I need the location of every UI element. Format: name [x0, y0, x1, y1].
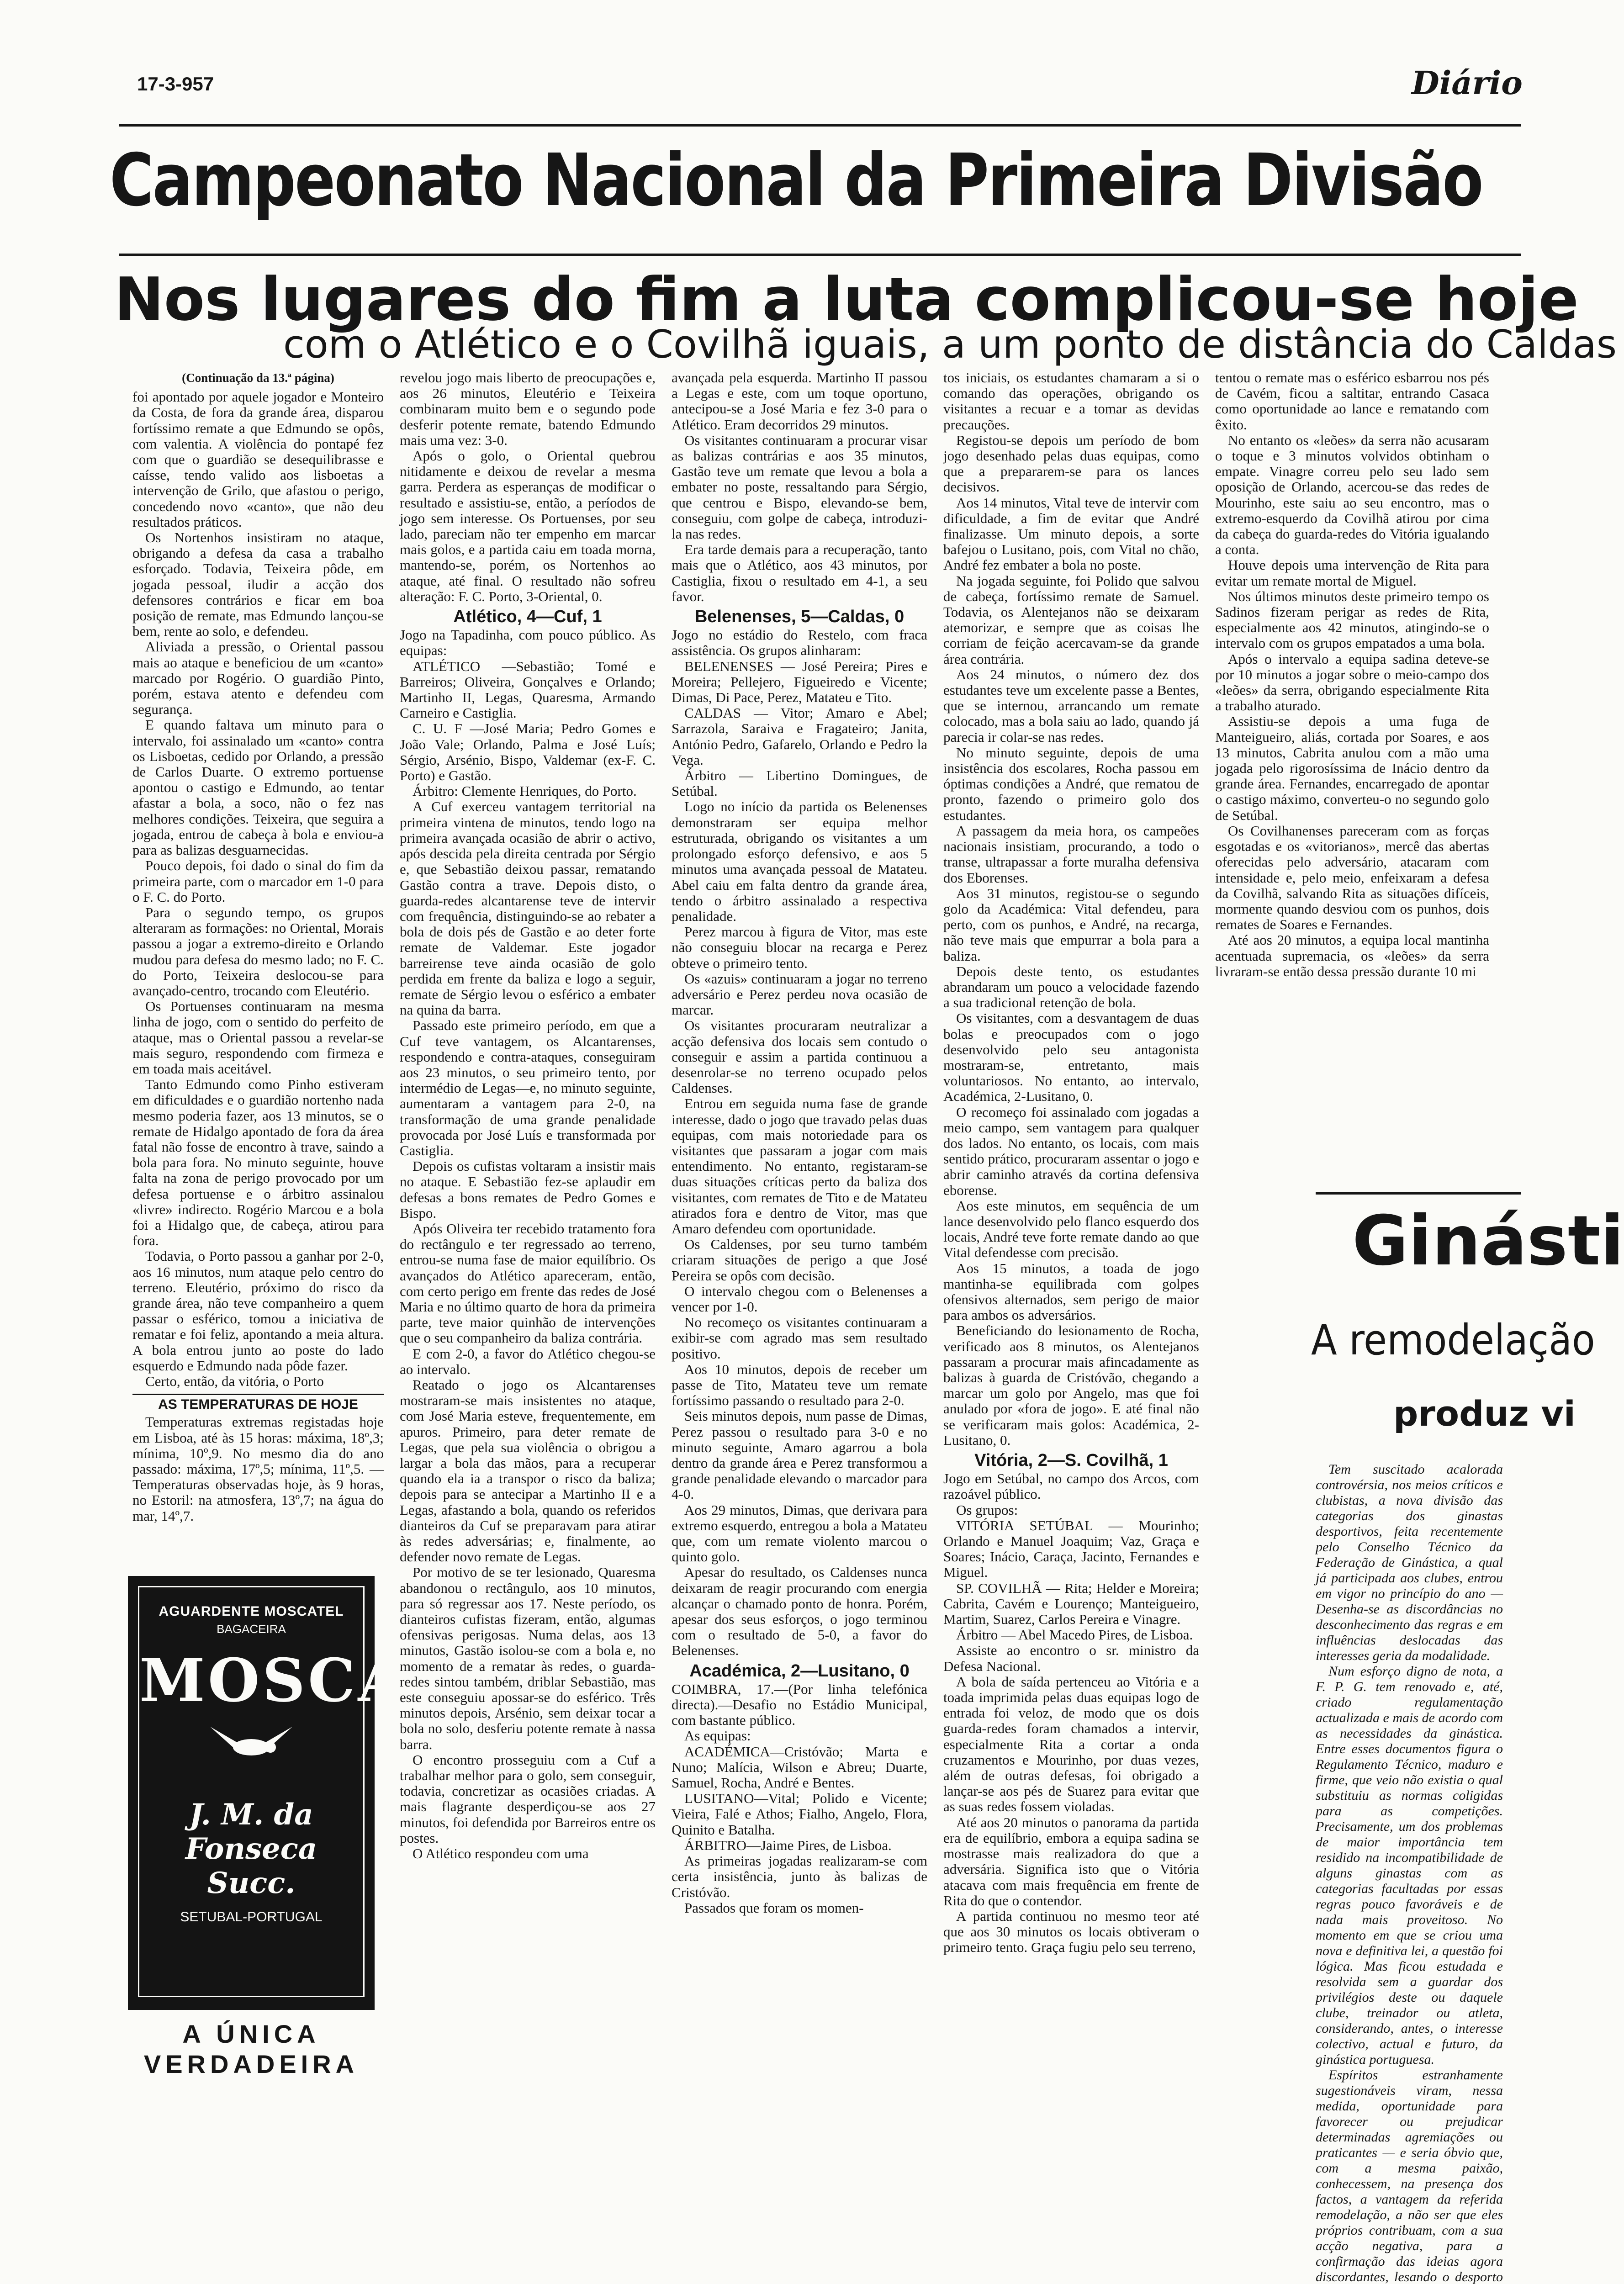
advert-tagline-1: A ÚNICA	[182, 2020, 320, 2048]
article-column-5	[1215, 370, 1489, 1188]
article-paragraph: Perez marcou à figura de Vitor, mas este não conseguiu blocar na recarga e Perez obteve o primeiro tento.	[672, 924, 927, 971]
article-paragraph: A partida continuou no mesmo teor até que aos 30 minutos os locais obtiveram o primeiro tento. Graça fugiu pelo seu terreno,	[943, 1908, 1199, 1956]
article-paragraph: Aos 10 minutos, depois de receber um passe de Tito, Matateu teve um remate fortíssimo passando o resultado para 2-0.	[672, 1361, 927, 1409]
column-3-text-c	[672, 1681, 927, 1916]
article-paragraph: Os grupos:	[956, 1502, 1018, 1518]
article-paragraph: E com 2-0, a favor do Atlético chegou-se ao intervalo.	[400, 1345, 656, 1377]
article-paragraph: Os Caldenses, por seu turno também criaram situações de perigo a que José Pereira se opôs com decisão.	[672, 1236, 927, 1284]
article-paragraph: Os Nortenhos insistiram no ataque, obrigando a defesa da casa a trabalho esforçado. Todavia, Teixeira pôde, em jogada pessoal, iludir a acção dos defensores contrários e ficar em boa posição de remate, mas Edmundo lançou-se bem, rente ao solo, e defendeu.	[132, 529, 384, 640]
advert-brand: MOSCA	[139, 1645, 407, 1715]
article-paragraph: Jogo no estádio do Restelo, com fraca assistência. Os grupos alinharam:	[672, 627, 927, 659]
article-paragraph: Jogo na Tapadinha, com pouco público. As equipas:	[400, 627, 656, 659]
article-paragraph: revelou jogo mais liberto de preocupações e, aos 26 minutos, Eleutério e Teixeira combinaram muito bem e o segundo pode desferir potente remate, batendo Edmundo mais uma vez: 3-0.	[400, 370, 656, 448]
article-paragraph: Aos 15 minutos, a toada de jogo mantinha-se equilibrada com golpes ofensivos alternados, sem perigo de maior para ambos os adversários.	[943, 1260, 1199, 1323]
column-3-text-a	[672, 370, 927, 604]
article-paragraph: COIMBRA, 17.—(Por linha telefónica directa).—Desafio no Estádio Municipal, com bastante público.	[672, 1681, 927, 1729]
article-paragraph: Para o segundo tempo, os grupos alteraram as formações: no Oriental, Morais passou a jogar a extremo-direito e Orlando mudou para defesa do mesmo lado; no F. C. do Porto, Teixeira deslocou-se para avançado-centro, trocando com Eleutério.	[132, 904, 384, 999]
article-column-2	[400, 370, 656, 2069]
ginastica-paragraph: Num esforço digno de nota, a F. P. G. tem renovado e, até, criado regulamentação actualizada e mais de acordo com as necessidades da ginástica. Entre esses documentos figura o Regulamento Técnico, maduro e firme, que veio não existia o qual substituiu as normas coligidas para as competições. Precisamente, um dos problemas de maior importância tem residido na incompatibilidade de alguns ginastas com as categorias facultadas por essas regras pouco favoráveis e de nada mais proveitoso. No momento em que se criou uma nova e definitiva lei, a questão foi lógica. Mas ficou estudada e resolvida sem a guardar dos privilégios deste ou daquele clube, treinador ou atleta, considerando, antes, o interesse colectivo, actual e futuro, da ginástica portuguesa.	[1316, 1664, 1503, 2067]
subheadline: Nos lugares do fim a luta complicou-se hoje	[114, 264, 1579, 334]
column-4-text-a	[943, 370, 1199, 1448]
article-paragraph: Por motivo de se ter lesionado, Quaresma abandonou o rectângulo, aos 10 minutos, para só regressar aos 17. Neste período, os dianteiros cufistas fizeram, então, algumas ofensivas perigosas. Numa delas, aos 13 minutos, Gastão isolou-se com a bola e, no momento de a rematar às redes, o guarda-redes sintou também, driblar Sebastião, mas este conseguiu apossar-se do esférico. Três minutos depois, Arsénio, sem deixar tocar a bola no solo, desferiu potente remate à nassa barra.	[400, 1564, 656, 1752]
article-paragraph: Os visitantes continuaram a procurar visar as balizas contrárias e aos 35 minutos, Gastão teve um remate que levou a bola a embater no poste, ressaltando para Sérgio, que centrou e Bispo, elevando-se bem, conseguiu, com golpe de cabeça, introduzi-la nas redes.	[672, 432, 927, 542]
article-paragraph: Assistiu-se depois a uma fuga de Manteigueiro, aliás, cortada por Soares, e aos 13 minutos, Cabrita anulou com a mão uma jogada pelo rigorosíssima de Inácio dentro da grande área. Fernandes, encarregado de apontar o castigo máximo, converteu-o no segundo golo de Setúbal.	[1215, 713, 1489, 823]
advert-line-1: AGUARDENTE MOSCATEL	[159, 1604, 344, 1619]
ginastica-body	[1316, 1462, 1503, 2284]
advert-line-2: BAGACEIRA	[217, 1622, 286, 1636]
ginastica-title: Ginásti	[1352, 1201, 1624, 1281]
article-paragraph: Após Oliveira ter recebido tratamento fora do rectângulo e ter regressado ao terreno, entrou-se numa fase de maior equilíbrio. Os avançados do Atlético apareceram, então, com certo perigo em frente das redes de José Maria e no último quarto de hora da primeira parte, teve maior quinhão de intervenções que o seu companheiro da baliza contrária.	[400, 1220, 656, 1346]
advert-tagline-2: VERDADEIRA	[143, 2050, 359, 2078]
article-paragraph: Aos este minutos, em sequência de um lance desenvolvido pelo flanco esquerdo dos locais, André teve forte remate dando ao que Vital defendesse com precisão.	[943, 1197, 1199, 1261]
article-paragraph: foi apontado por aquele jogador e Monteiro da Costa, de fora da grande área, disparou fortíssimo remate a que Edmundo se opôs, com valentia. A violência do pontapé fez com que o guardião se desequilibrasse e caísse, tendo valido aos lisboetas a intervenção de Grilo, que afastou o perigo, concedendo novo «canto», que não deu resultados práticos.	[132, 389, 384, 530]
article-paragraph: ÁRBITRO—Jaime Pires, de Lisboa.	[684, 1837, 892, 1853]
article-paragraph: Aos 14 minutos, Vital teve de intervir com dificuldade, a fim de evitar que André finalizasse. Um minuto depois, a sorte bafejou o Lusitano, pois, com Vital no chão, André fez embater a bola no poste.	[943, 494, 1199, 573]
article-paragraph: Árbitro: Clemente Henriques, do Porto.	[413, 783, 637, 799]
fly-logo-icon	[201, 1720, 302, 1770]
article-paragraph: No recomeço os visitantes continuaram a exibir-se com agrado mas sem resultado positivo.	[672, 1314, 927, 1362]
article-paragraph: Na jogada seguinte, foi Polido que salvou de cabeça, fortíssimo remate de Samuel. Todavia, os Alentejanos não se deixaram atemorizar, e sempre que as coisas lhe corriam de feição acercavam-se da grande área contrária.	[943, 572, 1199, 667]
article-paragraph: Os Covilhanenses pareceram com as forças esgotadas e os «vitorianos», mercê das abertas oferecidas pelo adversário, atacaram com intensidade e, pelo meio, enfeixaram a defesa da Covilhã, salvando Rita as situações difíceis, mormente quando desviou com os punhos, dois remates de Soares e Fernandes.	[1215, 822, 1489, 933]
article-paragraph: Era tarde demais para a recuperação, tanto mais que o Atlético, aos 43 minutos, por Castiglia, fixou o resultado em 4-1, a seu favor.	[672, 541, 927, 604]
article-paragraph: Depois os cufistas voltaram a insistir mais no ataque. E Sebastião fez-se aplaudir em defesas a bons remates de Pedro Gomes e Bispo.	[400, 1158, 656, 1221]
article-paragraph: CALDAS — Vitor; Amaro e Abel; Sarrazola, Saraiva e Fragateiro; Janita, António Pedro, Gafarelo, Orlando e Pedro la Vega.	[672, 705, 927, 768]
page-headline: Campeonato Nacional da Primeira Divisão	[110, 138, 1482, 222]
article-paragraph: Apesar do resultado, os Caldenses nunca deixaram de reagir procurando com energia alcançar o chamado ponto de honra. Porém, apesar dos seus esforços, o jogo terminou com o resultado de 5-0, a favor do Belenenses.	[672, 1564, 927, 1659]
article-paragraph: Passados que foram os momen-	[684, 1899, 864, 1916]
article-paragraph: avançada pela esquerda. Martinho II passou a Legas e este, com um toque oportuno, antecipou-se a José Maria e fez 3-0 para o Atlético. Eram decorridos 29 minutos.	[672, 370, 927, 433]
article-paragraph: Os visitantes procuraram neutralizar a acção defensiva dos locais sem contudo o conseguir e assim a partida continuou a desenrolar-se no terreno ocupado pelos Caldenses.	[672, 1017, 927, 1096]
article-paragraph: C. U. F —José Maria; Pedro Gomes e João Vale; Orlando, Palma e José Luís; Sérgio, Arsénio, Bispo, Valdemar (ex-F. C. Porto) e Gastão.	[400, 720, 656, 784]
newspaper-name: Diário	[1412, 64, 1523, 102]
headline-rule	[119, 254, 1521, 256]
article-paragraph: ATLÉTICO —Sebastião; Tomé e Barreiros; Oliveira, Gonçalves e Orlando; Martinho II, Legas, Quaresma, Armando Carneiro e Castiglia.	[400, 658, 656, 721]
article-paragraph: Nos últimos minutos deste primeiro tempo os Sadinos fizeram perigar as redes de Rita, especialmente aos 42 minutos, atingindo-se o intervalo com os grupos empatados a uma bola.	[1215, 588, 1489, 651]
column-4-text-b	[943, 1471, 1199, 1955]
article-paragraph: Aos 31 minutos, registou-se o segundo golo da Académica: Vital defendeu, para perto, com os punhos, e André, na recarga, não teve mais que empurrar a bola para a baliza.	[943, 885, 1199, 964]
article-paragraph: Após o golo, o Oriental quebrou nitidamente e deixou de revelar a mesma garra. Perdera as esperanças de modificar o resultado e assistiu-se, então, a períodos de jogo sem interesse. Os Portuenses, por seu lado, pareciam não ter empenho em marcar mais golos, e a partida caiu em toada morna, mantendo-se, porém, os Nortenhos ao ataque, até final. O resultado não sofreu alteração: F. C. Porto, 3-Oriental, 0.	[400, 448, 656, 604]
article-paragraph: tos iniciais, os estudantes chamaram a si o comando das operações, obrigando os visitantes a recuar e a tomar as devidas precauções.	[943, 370, 1199, 433]
article-paragraph: Até aos 20 minutos, a equipa local mantinha acentuada supremacia, os «leões» da serra livraram-se então dessa pressão durante 10 mi	[1215, 932, 1489, 979]
advert-maker: J. M. da Fonseca Succ.	[185, 1798, 317, 1900]
ginastica-paragraph: Tem suscitado acalorada controvérsia, nos meios críticos e clubistas, a nova divisão das categorias dos ginastas desportivos, feita recentemente pelo Conselho Técnico da Federação de Ginástica, a qual já participada aos clubes, entrou em vigor no princípio do ano — Desenha-se as discordâncias no desconhecimento das regras e em influências deslocadas das interesses geria da modalidade.	[1316, 1462, 1503, 1663]
article-paragraph: O encontro prosseguiu com a Cuf a trabalhar melhor para o golo, sem conseguir, todavia, concretizar as ocasiões criadas. A mais flagrante desperdiçou-se aos 27 minutos, foi defendida por Barreiros entre os postes.	[400, 1751, 656, 1846]
article-paragraph: Árbitro — Abel Macedo Pires, de Lisboa.	[956, 1627, 1193, 1643]
article-paragraph: Aliviada a pressão, o Oriental passou mais ao ataque e beneficiou de um «canto» marcado por Rogério. O guardião Pinto, porém, estava atento e defendeu com segurança.	[132, 639, 384, 718]
article-paragraph: Árbitro — Libertino Domingues, de Setúbal.	[672, 767, 927, 799]
article-paragraph: Assiste ao encontro o sr. ministro da Defesa Nacional.	[943, 1642, 1199, 1674]
match-heading-vitoria-covilha: Vitória, 2—S. Covilhã, 1	[974, 1451, 1168, 1470]
match-heading-academica-lusitano: Académica, 2—Lusitano, 0	[689, 1661, 910, 1681]
article-column-3	[672, 370, 927, 2069]
article-paragraph: E quando faltava um minuto para o intervalo, foi assinalado um «canto» contra os Lisboetas, cedido por Orlando, a pressão de Carlos Duarte. O extremo portuense apontou o castigo e Edmundo, ao tentar afastar a bola, a soco, não o fez nas melhores condições. Teixeira, que seguira a jogada, entrou de cabeça à bola e enviou-a para as balizas desguarnecidas.	[132, 717, 384, 858]
article-paragraph: SP. COVILHÃ — Rita; Helder e Moreira; Cabrita, Cavém e Lourenço; Manteigueiro, Martim, Suarez, Carlos Pereira e Vinagre.	[943, 1580, 1199, 1628]
article-paragraph: Todavia, o Porto passou a ganhar por 2-0, aos 16 minutos, num ataque pelo centro do terreno. Eleutério, próximo do risco da grande área, não teve companheiro a quem passar o esférico, tomou a iniciativa de rematar e foi feliz, apontando a meia altura. A bola entrou junto ao poste do lado esquerdo e Edmundo nada pôde fazer.	[132, 1248, 384, 1374]
article-paragraph: No entanto os «leões» da serra não acusaram o toque e 3 minutos volvidos obtinham o empate. Vinagre correu pelo seu lado sem oposição de Orlando, acercou-se das redes de Mourinho, este saiu ao seu encontro, mas o extremo-esquerdo da Covilhã atirou por cima da cabeça do guarda-redes do Vitória igualando a conta.	[1215, 432, 1489, 558]
top-rule	[119, 124, 1521, 127]
article-paragraph: Entrou em seguida numa fase de grande interesse, dado o jogo que travado pelas duas equipas, com mais notoriedade para os visitantes que passaram a jogar com mais entendimento. No entanto, registaram-se duas situações críticas perto da baliza dos visitantes, com remates de Tito e de Matateu atirados fora e dentro de Vitor, mas que Amaro defendeu com oportunidade.	[672, 1095, 927, 1237]
advert-place: SETUBAL-PORTUGAL	[180, 1909, 323, 1924]
ginastica-subtitle: A remodelação	[1311, 1316, 1595, 1364]
match-heading-atletico-cuf: Atlético, 4—Cuf, 1	[453, 607, 602, 627]
article-paragraph: Tanto Edmundo como Pinho estiveram em dificuldades e o guardião nortenho nada mesmo poderia fazer, aos 13 minutos, se o remate de Hidalgo apontado de fora da área fatal não fosse de encontro à trave, saindo a bola para fora. No minuto seguinte, houve falta na zona de perigo provocado por um defesa portuense e o árbitro assinalou «livre» indirecto. Rogério Marcou e a bola foi a Hidalgo que, de cabeça, atirou para fora.	[132, 1076, 384, 1249]
article-column-1	[132, 370, 384, 1558]
article-paragraph: Seis minutos depois, num passe de Dimas, Perez passou o resultado para 3-0 e no minuto seguinte, Amaro agarrou a bola dentro da grande área e Perez transformou a grande penalidade elevando o marcador para 4-0.	[672, 1408, 927, 1502]
article-paragraph: VITÓRIA SETÚBAL — Mourinho; Orlando e Manuel Joaquim; Vaz, Graça e Soares; Inácio, Caraça, Jacinto, Fernandes e Miguel.	[943, 1517, 1199, 1581]
article-paragraph: Certo, então, da vitória, o Porto	[145, 1373, 324, 1389]
article-paragraph: O Atlético respondeu com uma	[413, 1845, 589, 1862]
column-5-text	[1215, 370, 1489, 979]
advert-tagline	[128, 2019, 375, 2079]
temperatures-text: Temperaturas extremas registadas hoje em Lisboa, até às 15 horas: máxima, 18º,3; mínima, 10º,9. No mesmo dia do ano passado: máxima, 17º,5; mínima, 11º,5. —Temperaturas observadas hoje, às 9 horas, no Estoril: na atmosfera, 13º,7; na água do mar, 14º,7.	[132, 1414, 384, 1524]
ginastica-subtitle-2: produz vi	[1393, 1393, 1576, 1434]
article-paragraph: Reatado o jogo os Alcantarenses mostraram-se mais insistentes no ataque, com José Maria esteve, frequentemente, em apuros. Primeiro, para deter remate de Legas, que pela sua violência o obrigou a largar a bola das mãos, para a recuperar quando ela ia a transpor o risco da baliza; depois para se antecipar a Martinho II e a Legas, afastando a bola, quando os referidos dianteiros da Cuf se preparavam para atirar às redes adversárias; e, finalmente, ao defender novo remate de Legas.	[400, 1377, 656, 1565]
article-paragraph: Até aos 20 minutos o panorama da partida era de equilíbrio, embora a equipa sadina se mostrasse mais realizadora do que a adversária. Significa isto que o Vitória atacava com mais frequência em frente de Rita do que o contendor.	[943, 1814, 1199, 1909]
article-paragraph: BELENENSES — José Pereira; Pires e Moreira; Pellejero, Figueiredo e Vicente; Dimas, Di Pace, Perez, Matateu e Tito.	[672, 658, 927, 706]
article-paragraph: A passagem da meia hora, os campeões nacionais insistiam, procurando, a todo o transe, ultrapassar a forte muralha defensiva dos Eborenses.	[943, 822, 1199, 886]
subheadline-secondary: com o Atlético e o Covilhã iguais, a um ponto de distância do Caldas	[283, 322, 1617, 367]
article-paragraph: ACADÉMICA—Cristóvão; Marta e Nuno; Malícia, Wilson e Abreu; Duarte, Samuel, Rocha, André e Bentes.	[672, 1743, 927, 1791]
column-2-text-a	[400, 370, 656, 604]
article-paragraph: Os «azuis» continuaram a jogar no terreno adversário e Perez perdeu nova ocasião de marcar.	[672, 970, 927, 1018]
article-paragraph: Jogo em Setúbal, no campo dos Arcos, com razoável público.	[943, 1470, 1199, 1502]
column-1-text	[132, 389, 384, 1389]
article-paragraph: tentou o remate mas o esférico esbarrou nos pés de Cavém, ficou a saltitar, entrando Casaca como oportunidade ao lance e rematando com êxito.	[1215, 370, 1489, 433]
article-paragraph: No minuto seguinte, depois de uma insistência dos escolares, Rocha passou em óptimas condições a André, que rematou de pronto, fazendo o primeiro golo dos estudantes.	[943, 744, 1199, 823]
article-paragraph: Depois deste tento, os estudantes abrandaram um pouco a velocidade fazendo a sua tradicional retenção de bola.	[943, 963, 1199, 1011]
article-paragraph: Aos 24 minutos, o número dez dos estudantes teve um excelente passe a Bentes, que se internou, arrancando um remate colocado, mas a bola saiu ao lado, quando já parecia ir colar-se nas redes.	[943, 666, 1199, 745]
article-paragraph: O recomeço foi assinalado com jogadas a meio campo, sem vantagem para qualquer dos lados. No entanto, os locais, com mais sentido prático, procuraram assentar o jogo e abrir caminho através da cortina defensiva eborense.	[943, 1104, 1199, 1198]
article-paragraph: Houve depois uma intervenção de Rita para evitar um remate mortal de Miguel.	[1215, 557, 1489, 589]
article-paragraph: As equipas:	[684, 1728, 751, 1744]
header-date: 17-3-957	[137, 73, 214, 95]
match-heading-belenenses-caldas: Belenenses, 5—Caldas, 0	[694, 607, 905, 627]
article-paragraph: Aos 29 minutos, Dimas, que derivara para extremo esquerdo, entregou a bola a Matateu que, com um remate violento marcou o quinto golo.	[672, 1502, 927, 1565]
article-paragraph: As primeiras jogadas realizaram-se com certa insistência, junto às balizas de Cristóvão.	[672, 1853, 927, 1900]
article-paragraph: Passado este primeiro período, em que a Cuf teve vantagem, os Alcantarenses, respondendo e contra-ataques, conseguiram aos 23 minutos, o seu primeiro tento, por intermédio de Legas—e, no minuto seguinte, aumentaram a vantagem para 2-0, na transformação de uma grande penalidade provocada por José Luís e transformada por Castiglia.	[400, 1017, 656, 1158]
article-paragraph: Registou-se depois um período de bom jogo desenhado pelas duas equipas, como que a prepararem-se para os lances decisivos.	[943, 432, 1199, 495]
column-2-text-b	[400, 627, 656, 1861]
ginastica-paragraph: Espíritos estranhamente sugestionáveis viram, nessa medida, oportunidade para favorecer ou prejudicar determinadas agremiações ou praticantes — e seria óbvio que, com a mesma paixão, conhecessem, na presença dos factos, a vantagem da referida remodelação, a não ser que eles próprios contribuam, com a sua acção negativa, para a confirmação das ideias agora discordantes, lesando o desporto	[1316, 2067, 1503, 2284]
article-paragraph: O intervalo chegou com o Belenenses a vencer por 1-0.	[672, 1283, 927, 1315]
article-paragraph: A Cuf exerceu vantagem territorial na primeira vintena de minutos, tendo logo na primeira avançada ocasião de abrir o activo, após descida pela direita centrada por Sérgio e, que Sebastião deixou passar, rematando Gastão contra a trave. Depois disto, o guarda-redes alcantarense teve de intervir com frequência, distinguindo-se ao rebater a bola de dois pés de Gastão e ao deter forte remate de Valdemar. Este jogador barreirense teve ainda ocasião de golo perdida em frente da baliza e logo a seguir, remate de Sérgio levou o esférico a embater na quina da barra.	[400, 798, 656, 1018]
mosca-advert	[128, 1576, 407, 2010]
temperatures-heading: AS TEMPERATURAS DE HOJE	[132, 1394, 384, 1412]
article-paragraph: Os visitantes, com a desvantagem de duas bolas e preocupados com o jogo desenvolvido pelo seu antagonista mostraram-se, entretanto, mais voluntariosos. No entanto, ao intervalo, Académica, 2-Lusitano, 0.	[943, 1010, 1199, 1105]
column-3-text-b	[672, 627, 927, 1658]
article-paragraph: Após o intervalo a equipa sadina deteve-se por 10 minutos a jogar sobre o meio-campo dos «leões» da serra, obrigando especialmente Rita a trabalho aturado.	[1215, 650, 1489, 714]
article-paragraph: Os Portuenses continuaram na mesma linha de jogo, com o sentido do perfeito de ataque, mas o Oriental passou a revelar-se mais seguro, respondendo com firmeza e em toada mais aceitável.	[132, 998, 384, 1077]
article-paragraph: A bola de saída pertenceu ao Vitória e a toada imprimida pelas duas equipas logo de entrada foi veloz, de modo que os dois guarda-redes foram chamados a intervir, especialmente Rita a cortar a onda cruzamentos e Mourinho, por duas vezes, além de outras defesas, foi obrigado a lançar-se aos pés de Suarez para evitar que as suas redes fossem violadas.	[943, 1673, 1199, 1815]
article-paragraph: Logo no início da partida os Belenenses demonstraram ser equipa melhor estruturada, obrigando os visitantes a um prolongado esforço defensivo, e aos 5 minutos uma avançada pessoal de Matateu. Abel caiu em falta dentro da grande área, tendo o árbitro assinalado a respectiva penalidade.	[672, 798, 927, 924]
article-column-4	[943, 370, 1199, 2069]
ginastica-rule	[1316, 1192, 1521, 1195]
article-paragraph: LUSITANO—Vital; Polido e Vicente; Vieira, Falé e Athos; Fialho, Angelo, Flora, Quinito e Batalha.	[672, 1790, 927, 1838]
article-paragraph: Beneficiando do lesionamento de Rocha, verificado aos 8 minutos, os Alentejanos passaram a procurar mais afincadamente as balizas à guarda de Cristóvão, chegando a marcar um golo por Angelo, mas que foi anulado por «fora de jogo». E até final não se verificaram mais golos: Académica, 2-Lusitano, 0.	[943, 1322, 1199, 1448]
article-paragraph: Pouco depois, foi dado o sinal do fim da primeira parte, com o marcador em 1-0 para o F. C. do Porto.	[132, 857, 384, 905]
continuation-note: (Continuação da 13.ª página)	[182, 371, 334, 385]
